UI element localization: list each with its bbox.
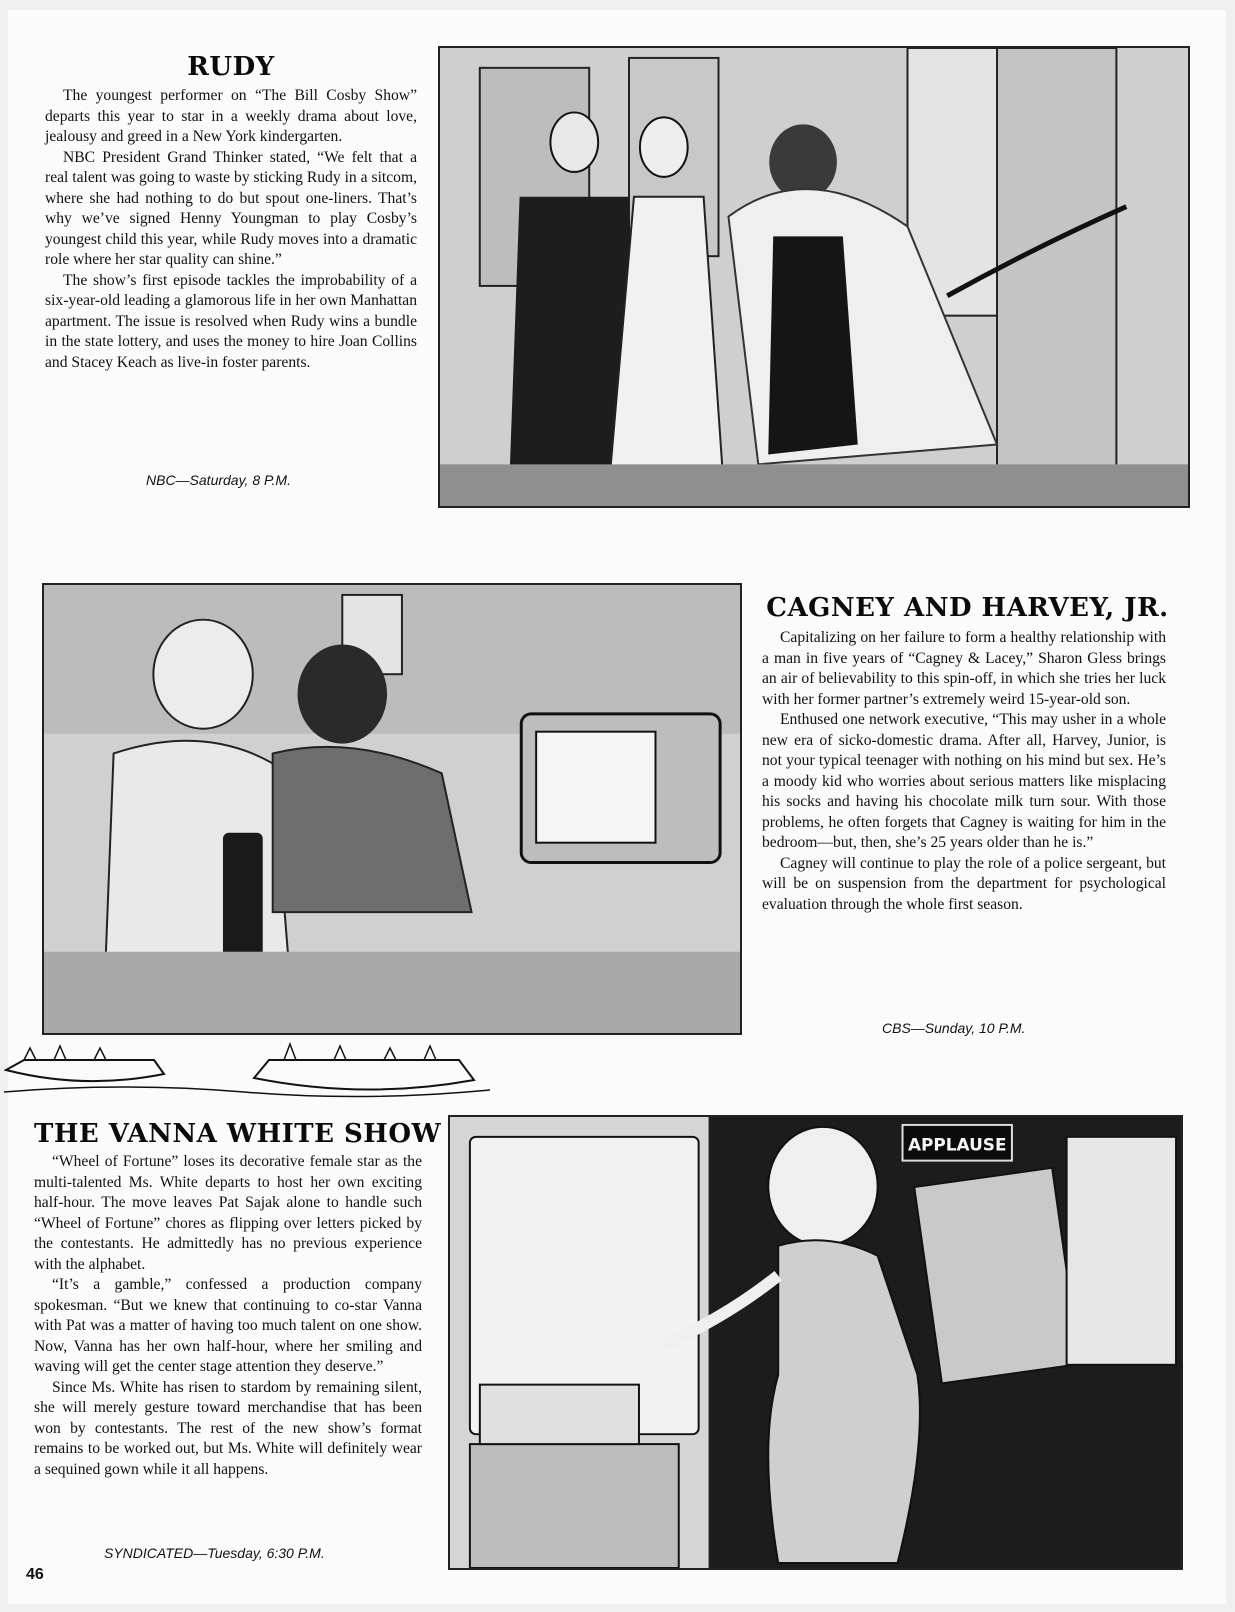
cagney-paragraph-1: Capitalizing on her failure to form a healthy relationship with a man in five years of “Cagney & Lacey,” Sharon Gless brings an air of believability to this spin-off, in which she tries her luck with her former partner’s extremely weird 15-year-old son. xyxy=(762,629,1166,708)
rudy-illustration xyxy=(438,46,1190,508)
cagney-paragraph-2: Enthused one network executive, “This may usher in a whole new era of sicko-domestic drama. After all, Harvey, Junior, is not your typical teenager with nothing on his mind but sex. He’s a moody kid who worries about serious matters like misplacing his socks and having his chocolate milk turn sour. With those problems, he often forgets that Cagney is waiting for him in the bedroom—but, then, she’s 25 years older than he is.” xyxy=(762,711,1166,851)
rudy-article xyxy=(45,86,417,373)
cagney-illustration xyxy=(42,583,742,1035)
cagney-article xyxy=(762,628,1166,915)
vanna-article xyxy=(34,1152,422,1480)
rudy-paragraph-3: The show’s first episode tackles the improbability of a six-year-old leading a glamorous life in her own Manhattan apartment. The issue is resolved when Rudy wins a bundle in the state lottery, and uses the money to hire Joan Collins and Stacey Keach as live-in foster parents. xyxy=(45,271,417,371)
rudy-paragraph-1: The youngest performer on “The Bill Cosby Show” departs this year to star in a weekly drama about love, jealousy and greed in a New York kindergarten. xyxy=(45,87,417,145)
rudy-credit: NBC—Saturday, 8 P.M. xyxy=(146,472,291,488)
vanna-paragraph-2: “It’s a gamble,” confessed a production company spokesman. “But we knew that continuing to co-star Vanna with Pat was a matter of having too much talent on one show. Now, Vanna has her own half-hour, where her smiling and waving will get the center stage attention they deserve.” xyxy=(34,1276,422,1375)
cagney-paragraph-3: Cagney will continue to play the role of a police sergeant, but will be on suspension from the department for psychological evaluation through the whole first season. xyxy=(762,854,1166,913)
vanna-paragraph-3: Since Ms. White has risen to stardom by remaining silent, she will merely gesture toward merchandise that has been won by contestants. The rest of the new show’s format remains to be worked out, but Ms. White will definitely wear a sequined gown while it all happens. xyxy=(34,1378,422,1478)
vanna-credit: SYNDICATED—Tuesday, 6:30 P.M. xyxy=(104,1545,325,1561)
vanna-paragraph-1: “Wheel of Fortune” loses its decorative female star as the multi-talented Ms. White departs to host her own exciting half-hour. The move leaves Pat Sajak alone to handle such “Wheel of Fortune” chores as flipping over letters picked by the contestants. He admittedly has no previous experience with the alphabet. xyxy=(34,1153,422,1273)
cagney-credit: CBS—Sunday, 10 P.M. xyxy=(882,1020,1026,1036)
page-number: 46 xyxy=(26,1566,44,1583)
vanna-title: THE VANNA WHITE SHOW xyxy=(34,1119,442,1149)
cagney-title: CAGNEY AND HARVEY, JR. xyxy=(766,593,1169,623)
rudy-paragraph-2: NBC President Grand Thinker stated, “We felt that a real talent was going to waste by sticking Rudy in a sitcom, where she had nothing to do but spout one-liners. That’s why we’ve signed Henny Youngman to play Cosby’s youngest child this year, while Rudy moves into a dramatic role where her star quality can shine.” xyxy=(45,148,417,268)
rudy-cartoon-drawing xyxy=(440,48,1188,506)
vanna-cartoon-drawing xyxy=(450,1117,1181,1568)
applause-sign: APPLAUSE xyxy=(907,1134,1007,1155)
noahs-ark-boats-doodle xyxy=(4,1030,490,1098)
vanna-illustration xyxy=(448,1115,1183,1570)
rudy-title: RUDY xyxy=(187,52,275,82)
cagney-cartoon-drawing xyxy=(44,585,740,1033)
